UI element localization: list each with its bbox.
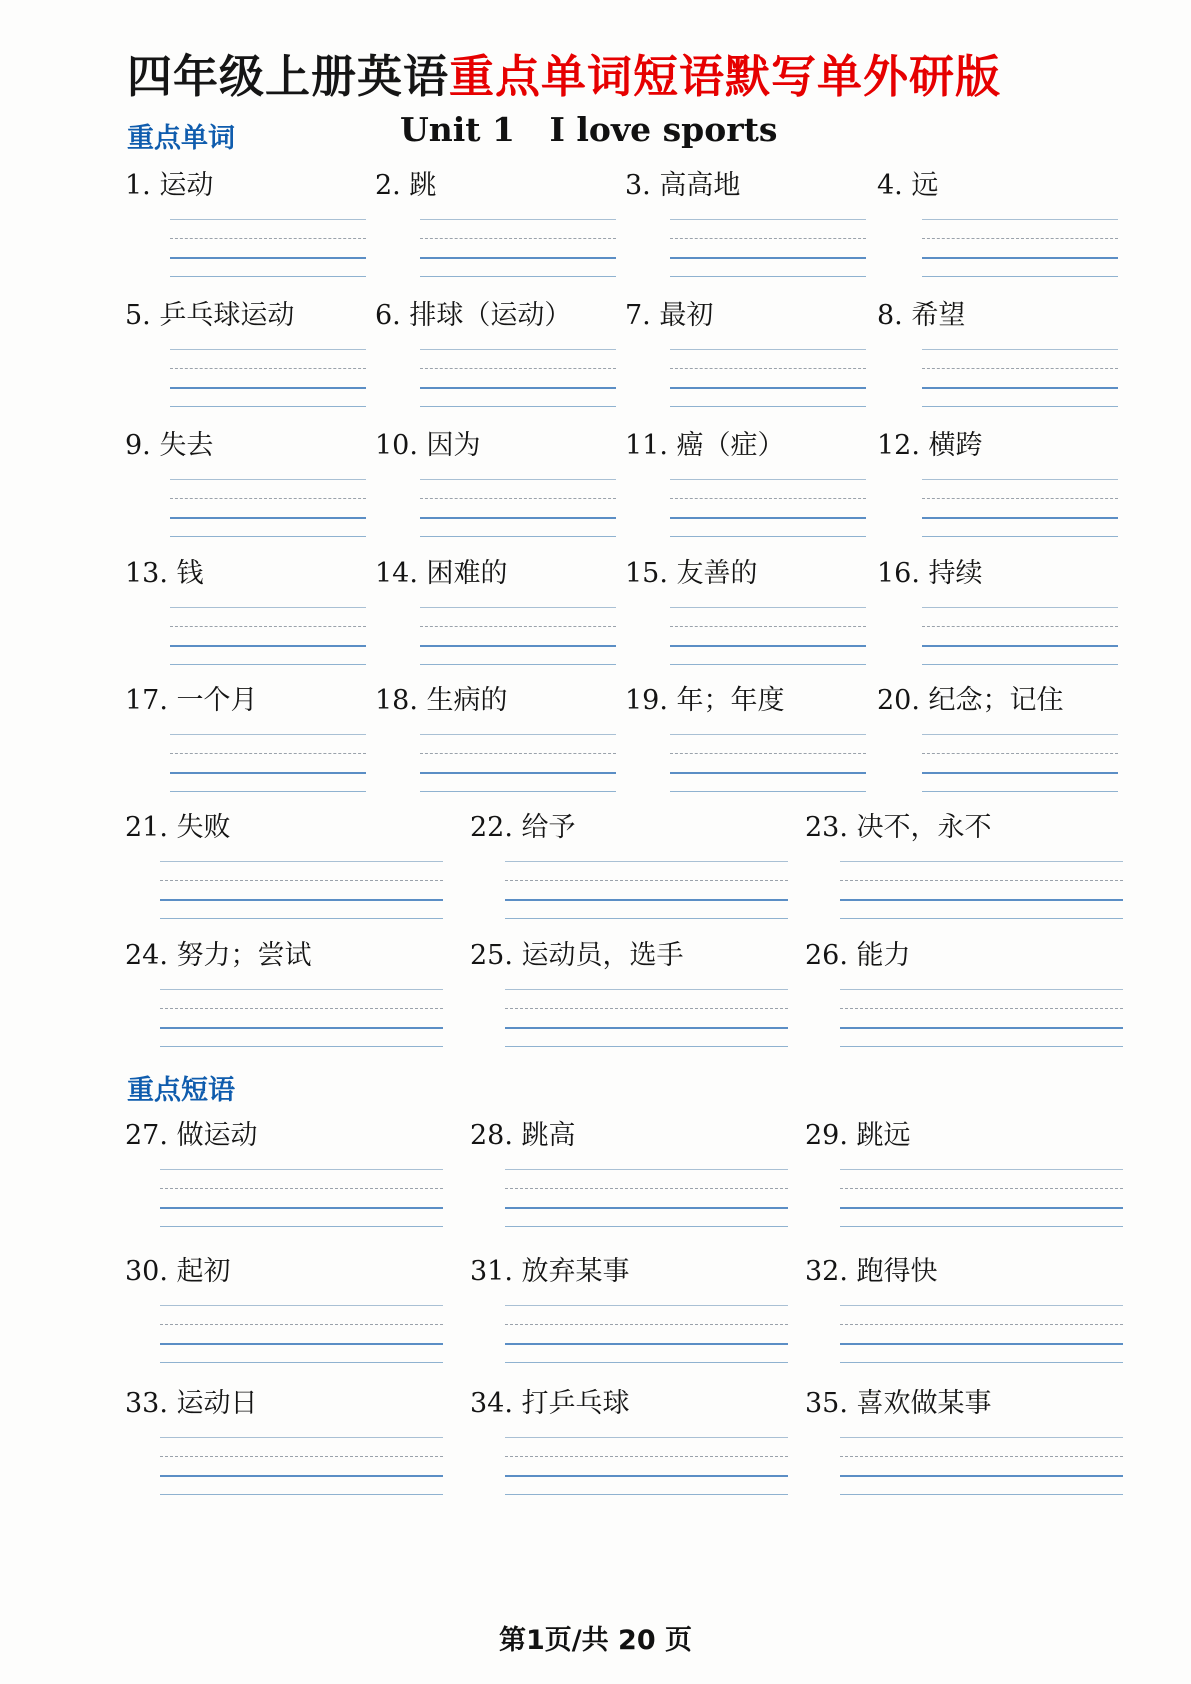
handwriting-guide-lines — [922, 607, 1118, 665]
guide-line-dashed — [840, 1188, 1123, 1189]
guide-line-dashed — [505, 1456, 788, 1457]
guide-line-solid — [840, 989, 1123, 990]
guide-line-solid — [840, 1226, 1123, 1227]
handwriting-guide-lines — [840, 861, 1123, 919]
guide-line-dashed — [922, 498, 1118, 499]
vocab-item — [375, 170, 625, 277]
handwriting-guide-lines — [505, 989, 788, 1047]
vocab-item-label: 3. 高高地 — [625, 170, 741, 201]
guide-line-solid — [160, 1046, 443, 1047]
vocab-item — [470, 812, 805, 919]
guide-line-solid — [670, 276, 866, 277]
guide-line-dashed — [922, 238, 1118, 239]
vocab-item — [125, 1256, 470, 1363]
page-title-red-part: 重点单词短语默写单外研版 — [449, 50, 1002, 103]
vocab-item — [470, 1256, 805, 1363]
guide-line-dashed — [670, 498, 866, 499]
vocab-item-label: 12. 横跨 — [877, 430, 983, 461]
vocab-item-label: 17. 一个月 — [125, 685, 258, 716]
guide-line-solid — [420, 772, 616, 774]
vocab-item — [805, 812, 1135, 919]
guide-line-dashed — [670, 753, 866, 754]
vocab-item-label: 19. 年；年度 — [625, 685, 785, 716]
guide-line-dashed — [840, 1324, 1123, 1325]
handwriting-guide-lines — [170, 607, 366, 665]
guide-line-solid — [170, 772, 366, 774]
guide-line-dashed — [670, 238, 866, 239]
guide-line-solid — [840, 918, 1123, 919]
vocab-item — [805, 1120, 1135, 1227]
vocab-item — [375, 300, 625, 407]
guide-line-solid — [160, 899, 443, 901]
vocab-item — [125, 430, 375, 537]
guide-line-solid — [160, 1305, 443, 1306]
guide-line-solid — [840, 1437, 1123, 1438]
vocab-item — [805, 1388, 1135, 1495]
handwriting-guide-lines — [670, 607, 866, 665]
guide-line-dashed — [170, 498, 366, 499]
vocab-item-label: 10. 因为 — [375, 430, 481, 461]
guide-line-dashed — [420, 368, 616, 369]
vocab-item-label: 5. 乒乓球运动 — [125, 300, 295, 331]
guide-line-dashed — [160, 1008, 443, 1009]
guide-line-solid — [505, 1046, 788, 1047]
vocab-item — [877, 430, 1135, 537]
guide-line-solid — [420, 517, 616, 519]
vocab-item-label: 23. 决不，永不 — [805, 812, 992, 843]
guide-line-dashed — [840, 880, 1123, 881]
handwriting-guide-lines — [922, 349, 1118, 407]
guide-line-solid — [160, 861, 443, 862]
guide-line-solid — [505, 918, 788, 919]
vocab-item — [877, 685, 1135, 792]
guide-line-solid — [670, 791, 866, 792]
guide-line-solid — [170, 645, 366, 647]
vocab-item-label: 29. 跳远 — [805, 1120, 911, 1151]
guide-line-solid — [670, 349, 866, 350]
guide-line-solid — [160, 1362, 443, 1363]
guide-line-solid — [420, 664, 616, 665]
word-row — [125, 558, 1135, 665]
word-row — [125, 430, 1135, 537]
vocab-item — [125, 940, 470, 1047]
guide-line-dashed — [170, 368, 366, 369]
guide-line-solid — [160, 1437, 443, 1438]
vocab-item-label: 13. 钱 — [125, 558, 204, 589]
vocab-item — [625, 300, 877, 407]
guide-line-solid — [170, 276, 366, 277]
vocab-item — [375, 430, 625, 537]
vocab-item-label: 7. 最初 — [625, 300, 714, 331]
vocab-item — [125, 558, 375, 665]
handwriting-guide-lines — [840, 1169, 1123, 1227]
vocab-item — [470, 1120, 805, 1227]
vocab-item-label: 27. 做运动 — [125, 1120, 258, 1151]
guide-line-solid — [420, 791, 616, 792]
guide-line-solid — [420, 734, 616, 735]
guide-line-solid — [840, 1027, 1123, 1029]
guide-line-solid — [420, 406, 616, 407]
guide-line-solid — [670, 219, 866, 220]
guide-line-dashed — [922, 368, 1118, 369]
guide-line-solid — [420, 219, 616, 220]
guide-line-solid — [420, 349, 616, 350]
vocab-item-label: 33. 运动日 — [125, 1388, 258, 1419]
guide-line-solid — [840, 1362, 1123, 1363]
guide-line-solid — [922, 276, 1118, 277]
guide-line-solid — [170, 406, 366, 407]
guide-line-solid — [922, 406, 1118, 407]
handwriting-guide-lines — [170, 479, 366, 537]
vocab-item-label: 22. 给予 — [470, 812, 576, 843]
vocab-item-label: 28. 跳高 — [470, 1120, 576, 1151]
guide-line-solid — [170, 219, 366, 220]
vocab-item — [805, 940, 1135, 1047]
vocab-item — [625, 170, 877, 277]
vocab-item-label: 24. 努力；尝试 — [125, 940, 312, 971]
guide-line-solid — [922, 734, 1118, 735]
guide-line-solid — [922, 607, 1118, 608]
unit-heading: Unit 1 I love sports — [400, 110, 778, 149]
guide-line-solid — [840, 1343, 1123, 1345]
guide-line-solid — [420, 536, 616, 537]
handwriting-guide-lines — [670, 479, 866, 537]
handwriting-guide-lines — [420, 734, 616, 792]
vocab-item — [125, 812, 470, 919]
guide-line-solid — [922, 645, 1118, 647]
handwriting-guide-lines — [420, 479, 616, 537]
handwriting-guide-lines — [505, 861, 788, 919]
guide-line-solid — [170, 734, 366, 735]
vocab-item — [125, 1120, 470, 1227]
guide-line-solid — [160, 1169, 443, 1170]
guide-line-solid — [170, 349, 366, 350]
vocab-item-label: 14. 困难的 — [375, 558, 508, 589]
guide-line-solid — [170, 664, 366, 665]
vocab-item-label: 31. 放弃某事 — [470, 1256, 630, 1287]
guide-line-solid — [170, 517, 366, 519]
guide-line-solid — [922, 772, 1118, 774]
handwriting-guide-lines — [160, 1169, 443, 1227]
handwriting-guide-lines — [505, 1437, 788, 1495]
guide-line-solid — [670, 734, 866, 735]
guide-line-solid — [505, 1343, 788, 1345]
vocab-item-label: 16. 持续 — [877, 558, 983, 589]
word-row — [125, 812, 1135, 919]
vocab-item-label: 8. 希望 — [877, 300, 966, 331]
guide-line-dashed — [170, 626, 366, 627]
handwriting-guide-lines — [160, 1305, 443, 1363]
vocab-item-label: 25. 运动员，选手 — [470, 940, 684, 971]
guide-line-solid — [922, 664, 1118, 665]
guide-line-solid — [670, 479, 866, 480]
handwriting-guide-lines — [170, 734, 366, 792]
guide-line-dashed — [420, 238, 616, 239]
guide-line-solid — [922, 536, 1118, 537]
vocab-item — [877, 300, 1135, 407]
vocab-item — [125, 170, 375, 277]
guide-line-dashed — [160, 1188, 443, 1189]
vocab-item-label: 20. 纪念；记住 — [877, 685, 1064, 716]
guide-line-solid — [840, 1169, 1123, 1170]
vocab-item-label: 2. 跳 — [375, 170, 437, 201]
guide-line-dashed — [670, 368, 866, 369]
guide-line-solid — [420, 607, 616, 608]
vocab-item-label: 34. 打乒乓球 — [470, 1388, 630, 1419]
guide-line-solid — [922, 219, 1118, 220]
guide-line-dashed — [840, 1008, 1123, 1009]
guide-line-solid — [922, 257, 1118, 259]
guide-line-solid — [505, 1207, 788, 1209]
handwriting-guide-lines — [840, 1437, 1123, 1495]
handwriting-guide-lines — [170, 219, 366, 277]
guide-line-solid — [840, 1305, 1123, 1306]
guide-line-solid — [160, 1475, 443, 1477]
guide-line-solid — [505, 1494, 788, 1495]
guide-line-solid — [670, 664, 866, 665]
handwriting-guide-lines — [170, 349, 366, 407]
guide-line-solid — [160, 1207, 443, 1209]
guide-line-dashed — [505, 880, 788, 881]
guide-line-solid — [160, 1226, 443, 1227]
guide-line-solid — [670, 536, 866, 537]
guide-line-solid — [670, 387, 866, 389]
handwriting-guide-lines — [922, 219, 1118, 277]
guide-line-solid — [670, 406, 866, 407]
guide-line-solid — [170, 791, 366, 792]
guide-line-dashed — [922, 753, 1118, 754]
guide-line-solid — [160, 1027, 443, 1029]
guide-line-solid — [420, 257, 616, 259]
guide-line-solid — [160, 1343, 443, 1345]
vocab-item — [125, 1388, 470, 1495]
guide-line-dashed — [505, 1008, 788, 1009]
guide-line-solid — [420, 479, 616, 480]
handwriting-guide-lines — [670, 219, 866, 277]
handwriting-guide-lines — [670, 349, 866, 407]
guide-line-solid — [840, 899, 1123, 901]
vocab-item-label: 21. 失败 — [125, 812, 231, 843]
vocab-item — [375, 558, 625, 665]
vocab-item — [625, 558, 877, 665]
section-label-key-words: 重点单词 — [127, 123, 235, 154]
vocab-item — [805, 1256, 1135, 1363]
phrase-row — [125, 1256, 1135, 1363]
guide-line-solid — [922, 479, 1118, 480]
guide-line-solid — [505, 1475, 788, 1477]
guide-line-dashed — [160, 1324, 443, 1325]
guide-line-dashed — [420, 753, 616, 754]
guide-line-dashed — [170, 238, 366, 239]
vocab-item — [375, 685, 625, 792]
guide-line-dashed — [160, 880, 443, 881]
guide-line-solid — [170, 387, 366, 389]
guide-line-solid — [670, 607, 866, 608]
vocab-item-label: 4. 远 — [877, 170, 939, 201]
guide-line-dashed — [170, 753, 366, 754]
guide-line-solid — [670, 772, 866, 774]
handwriting-guide-lines — [420, 607, 616, 665]
vocab-item — [877, 558, 1135, 665]
handwriting-guide-lines — [420, 349, 616, 407]
handwriting-guide-lines — [160, 989, 443, 1047]
guide-line-solid — [840, 1207, 1123, 1209]
word-row — [125, 300, 1135, 407]
word-row — [125, 685, 1135, 792]
guide-line-solid — [922, 349, 1118, 350]
handwriting-guide-lines — [420, 219, 616, 277]
vocab-item — [877, 170, 1135, 277]
guide-line-solid — [670, 645, 866, 647]
guide-line-solid — [922, 517, 1118, 519]
guide-line-dashed — [505, 1324, 788, 1325]
vocab-item-label: 6. 排球（运动） — [375, 300, 572, 331]
handwriting-guide-lines — [922, 734, 1118, 792]
guide-line-solid — [840, 1046, 1123, 1047]
guide-line-solid — [505, 989, 788, 990]
vocab-item-label: 1. 运动 — [125, 170, 214, 201]
page-number: 第1页/共 20 页 — [498, 1625, 693, 1656]
vocab-item-label: 11. 癌（症） — [625, 430, 785, 461]
section-label-key-phrases: 重点短语 — [127, 1075, 235, 1106]
handwriting-guide-lines — [840, 989, 1123, 1047]
word-row — [125, 940, 1135, 1047]
guide-line-solid — [505, 1437, 788, 1438]
vocab-item-label: 30. 起初 — [125, 1256, 231, 1287]
handwriting-guide-lines — [505, 1169, 788, 1227]
guide-line-solid — [505, 1226, 788, 1227]
vocab-item-label: 15. 友善的 — [625, 558, 758, 589]
guide-line-dashed — [922, 626, 1118, 627]
vocab-item — [470, 940, 805, 1047]
vocab-item — [125, 685, 375, 792]
vocab-item-label: 32. 跑得快 — [805, 1256, 938, 1287]
guide-line-solid — [505, 1027, 788, 1029]
vocab-item-label: 9. 失去 — [125, 430, 214, 461]
phrase-row — [125, 1120, 1135, 1227]
guide-line-solid — [420, 645, 616, 647]
guide-line-solid — [160, 1494, 443, 1495]
guide-line-solid — [840, 1494, 1123, 1495]
guide-line-solid — [505, 1305, 788, 1306]
handwriting-guide-lines — [840, 1305, 1123, 1363]
handwriting-guide-lines — [160, 1437, 443, 1495]
guide-line-dashed — [420, 498, 616, 499]
guide-line-dashed — [160, 1456, 443, 1457]
vocab-item — [470, 1388, 805, 1495]
guide-line-solid — [170, 479, 366, 480]
guide-line-solid — [505, 899, 788, 901]
vocab-item-label: 26. 能力 — [805, 940, 911, 971]
guide-line-dashed — [420, 626, 616, 627]
phrase-row — [125, 1388, 1135, 1495]
vocab-item-label: 35. 喜欢做某事 — [805, 1388, 992, 1419]
guide-line-solid — [170, 536, 366, 537]
guide-line-solid — [670, 257, 866, 259]
guide-line-dashed — [670, 626, 866, 627]
guide-line-solid — [420, 387, 616, 389]
guide-line-solid — [840, 1475, 1123, 1477]
guide-line-solid — [922, 387, 1118, 389]
word-row — [125, 170, 1135, 277]
handwriting-guide-lines — [922, 479, 1118, 537]
guide-line-solid — [170, 607, 366, 608]
vocab-item — [625, 685, 877, 792]
vocab-item — [625, 430, 877, 537]
guide-line-solid — [670, 517, 866, 519]
page-title — [127, 40, 1001, 105]
page-title-black-part: 四年级上册英语 — [127, 50, 450, 103]
handwriting-guide-lines — [505, 1305, 788, 1363]
guide-line-solid — [505, 861, 788, 862]
guide-line-dashed — [840, 1456, 1123, 1457]
guide-line-solid — [160, 918, 443, 919]
guide-line-solid — [505, 1169, 788, 1170]
guide-line-dashed — [505, 1188, 788, 1189]
guide-line-solid — [160, 989, 443, 990]
vocab-item — [125, 300, 375, 407]
guide-line-solid — [840, 861, 1123, 862]
guide-line-solid — [170, 257, 366, 259]
handwriting-guide-lines — [670, 734, 866, 792]
guide-line-solid — [505, 1362, 788, 1363]
guide-line-solid — [420, 276, 616, 277]
guide-line-solid — [922, 791, 1118, 792]
handwriting-guide-lines — [160, 861, 443, 919]
vocab-item-label: 18. 生病的 — [375, 685, 508, 716]
